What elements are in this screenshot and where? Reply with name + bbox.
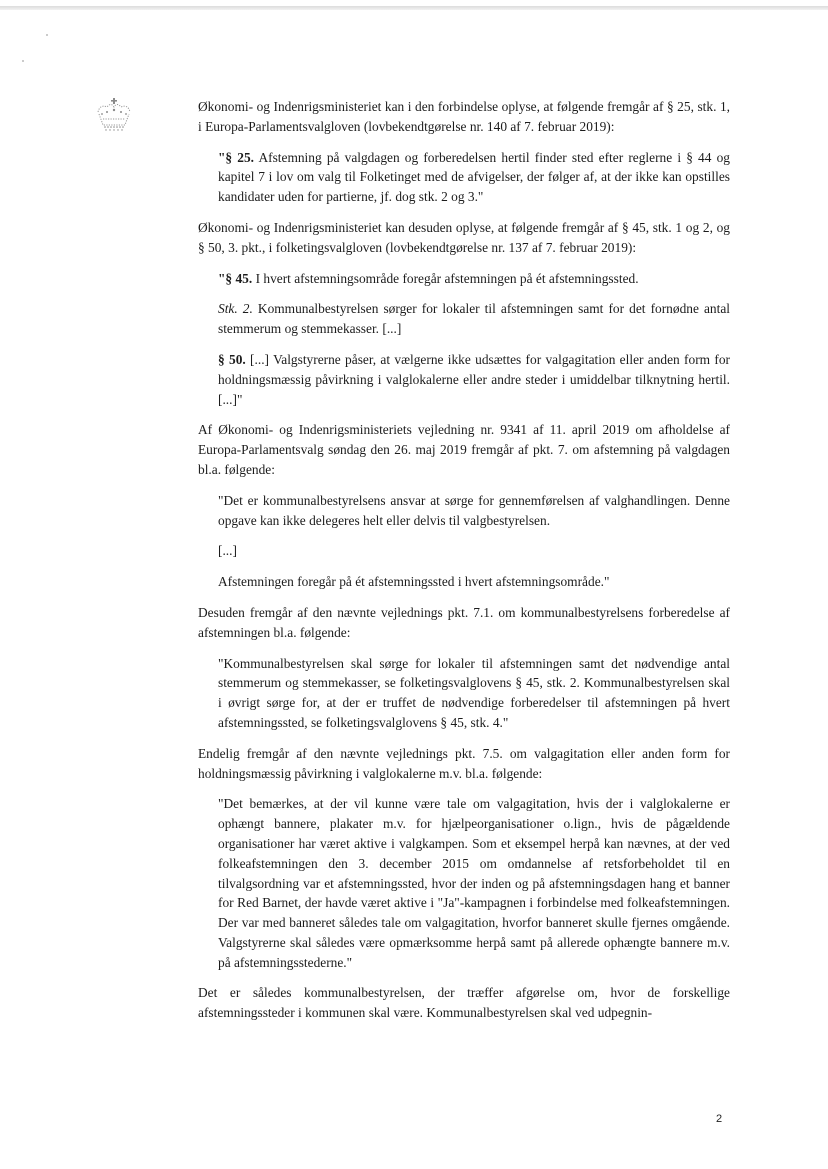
quote-text: Kommunalbestyrelsen sørger for lokaler til afstemningen samt for det fornødne antal stemmerum og stemmekasser. [...] [218, 301, 730, 337]
quote-paragraph [218, 148, 730, 207]
guidance-quote-block [218, 491, 730, 592]
paragraph: Endelig fremgår af den nævnte vejlednings pkt. 7.5. om valgagitation eller anden form for holdningsmæssig påvirkning i valglokalerne m.v. bl.a. følgende: [198, 745, 730, 781]
scan-speck [46, 34, 48, 36]
quote-text: I hvert afstemningsområde foregår afstemningen på ét afstemningssted. [252, 270, 639, 286]
paragraph: Økonomi- og Indenrigsministeriet kan desuden oplyse, at følgende fremgår af § 45, stk. 1 og 2, og § 50, 3. pkt., i folketingsvalgloven (lovbekendtgørelse nr. 137 af 7. februar 2019): [198, 219, 730, 255]
quote-paragraph: "Det bemærkes, at der vil kunne være tale om valgagitation, hvis der i valglokalerne er ophængt bannere, plakater m.v. for hjælpeorganisationer o.lign., hvis de pågældende organisationer har været aktive i valgkampen. Som et eksempel herpå kan nævnes, at der ved folkeafstemningen den 3. december 2015 om omdannelse af retsforbeholdet til en tilvalgsordning var et afstemningssted, hvor der inden og på afstemningsdagen hang et banner for Red Barnet, der havde været aktive i "Ja"-kampagnen i forbindelse med folkeafstemningen. Der var med banneret således tale om valgagitation, hvorfor banneret skulle fjernes omgående. Valgstyrerne skal således være opmærksomme herpå samt på allerede ophængte bannere m.v. på afstemningsstederne." [218, 796, 730, 970]
section-heading: "§ 45. [218, 270, 253, 286]
quote-paragraph [218, 350, 730, 409]
section-heading: "§ 25. [218, 149, 255, 165]
quote-paragraph: [...] [218, 543, 237, 559]
section-heading: § 50. [218, 351, 246, 367]
scan-top-edge [0, 6, 828, 10]
quote-paragraph [218, 299, 730, 339]
quote-text: Afstemning på valgdagen og forberedelsen hertil finder sted efter reglerne i § 44 og kapitel 7 i lov om valg til Folketinget med de afvigelser, der følger af, at der ikke kan opstilles kandidater uden for partierne, jf. dog stk. 2 og 3." [218, 149, 730, 205]
quote-text: [...] Valgstyrerne påser, at vælgerne ikke udsættes for valgagitation eller anden form for holdningsmæssig påvirkning i valglokalerne eller andre steder i umiddelbar tilknytning hertil. [...]" [218, 351, 730, 407]
subsection-heading: Stk. 2. [218, 301, 253, 317]
quote-paragraph [218, 269, 730, 289]
paragraph: Det er således kommunalbestyrelsen, der træffer afgørelse om, hvor de forskellige afstemningssteder i kommunen skal være. Kommunalbestyrelsen skal ved udpegnin- [198, 985, 730, 1021]
page-number: 2 [716, 1113, 723, 1125]
quote-paragraph: "Det er kommunalbestyrelsens ansvar at sørge for gennemførelsen af valghandlingen. Denne opgave kan ikke delegeres helt eller delvis til valgbestyrelsen. [218, 492, 730, 528]
paragraph: Økonomi- og Indenrigsministeriet kan i den forbindelse oplyse, at følgende fremgår af § 25, stk. 1, i Europa-Parlamentsvalgloven (lovbekendtgørelse nr. 140 af 7. februar 2019): [198, 99, 730, 134]
quote-paragraph: "Kommunalbestyrelsen skal sørge for lokaler til afstemningen samt det nødvendige antal stemmerum og stemmekasser, se folketingsvalglovens § 45, stk. 2. Kommunalbestyrelsen skal i øvrigt sørge for, at der er truffet de nødvendige forberedelser til afstemningen på hvert afstemningssted, se folketingsvalglovens § 45, stk. 4." [218, 655, 730, 730]
paragraph: Desuden fremgår af den nævnte vejlednings pkt. 7.1. om kommunalbestyrelsens forberedelse af afstemningen bl.a. følgende: [198, 604, 730, 640]
law-quote-block [218, 269, 730, 410]
paragraph: Af Økonomi- og Indenrigsministeriets vejledning nr. 9341 af 11. april 2019 om afholdelse af Europa-Parlamentsvalg søndag den 26. maj 2019 fremgår af pkt. 7. om afstemning på valgdagen bl.a. følgende: [198, 422, 730, 477]
scan-speck [22, 60, 24, 62]
royal-crown-emblem-icon [94, 98, 134, 132]
document-body [198, 97, 730, 1034]
quote-paragraph: Afstemningen foregår på ét afstemningssted i hvert afstemningsområde." [218, 574, 610, 590]
